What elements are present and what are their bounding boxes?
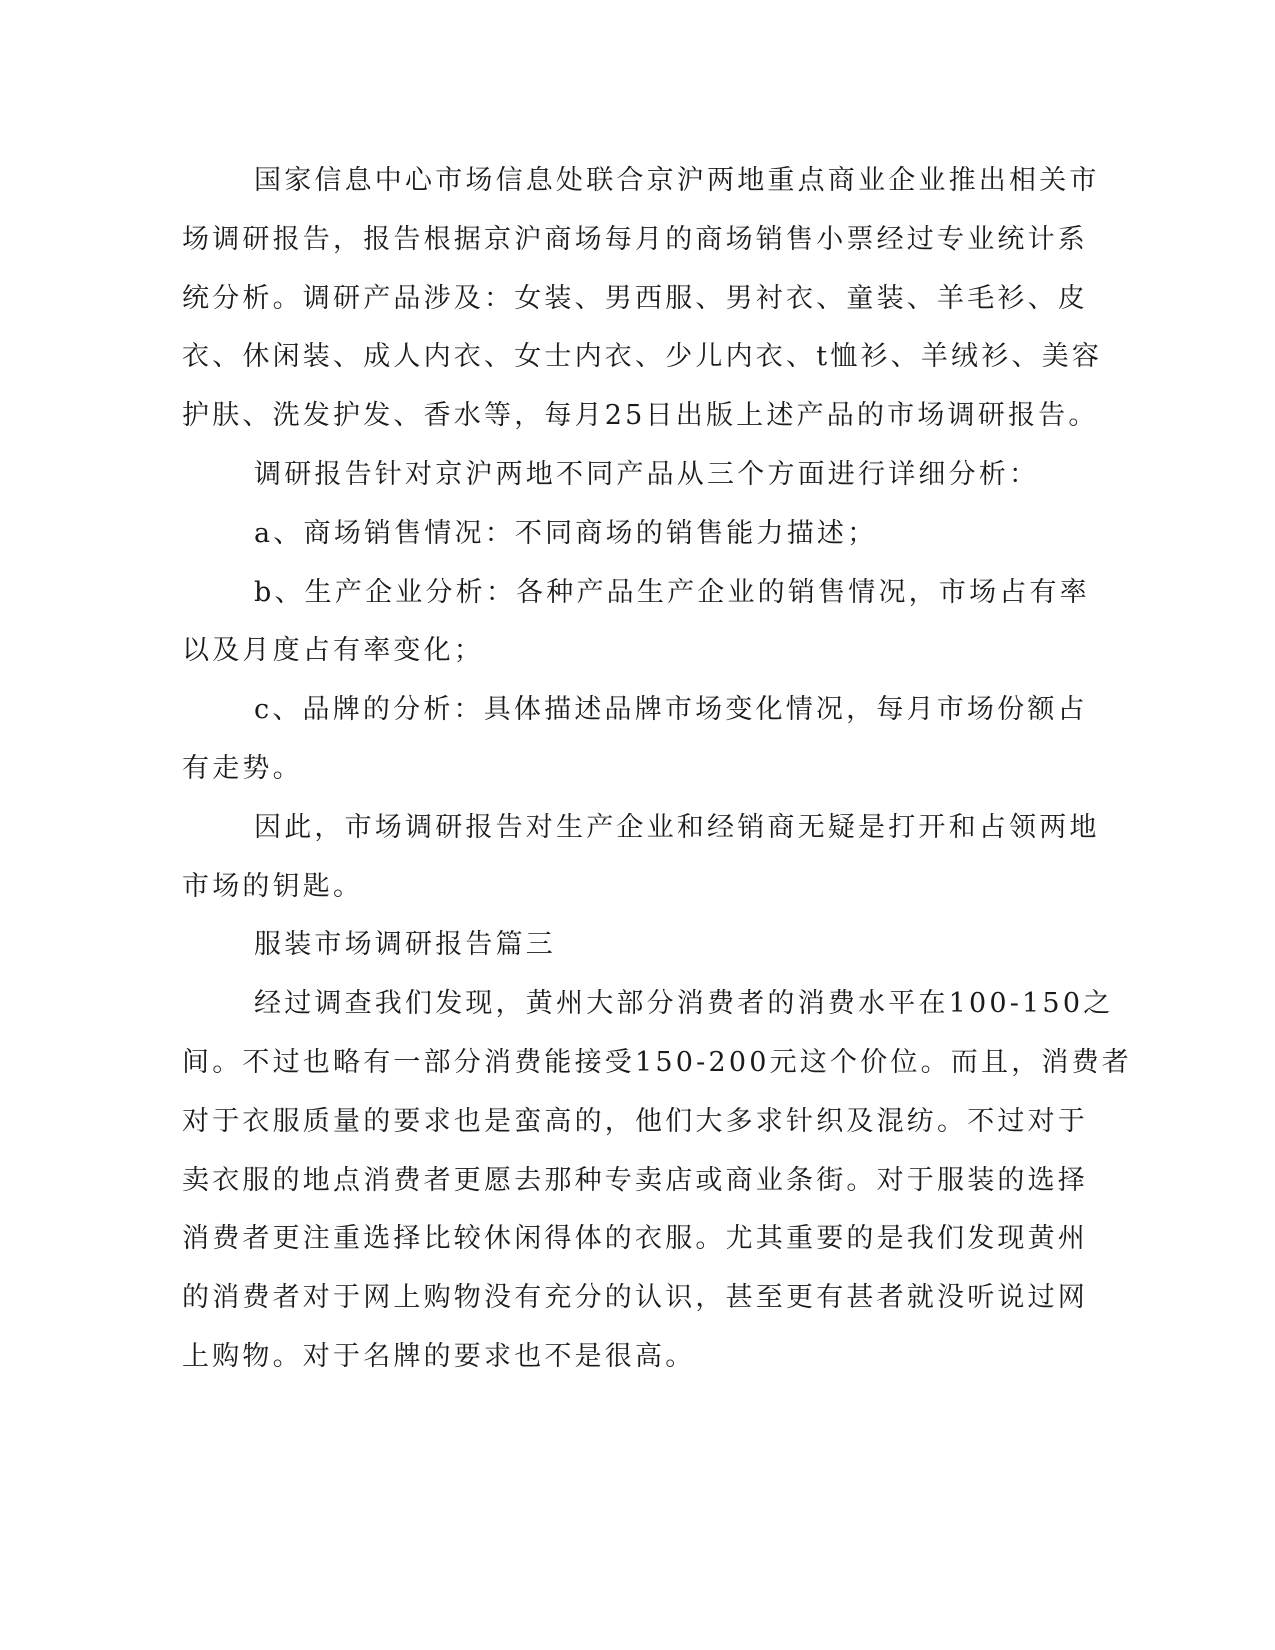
list-item-c: c、品牌的分析：具体描述品牌市场变化情况，每月市场份额占 (254, 694, 1088, 726)
text-line: 统分析。调研产品涉及：女装、男西服、男衬衣、童装、羊毛衫、皮 (182, 282, 1088, 314)
text-line: 因此，市场调研报告对生产企业和经销商无疑是打开和占领两地 (254, 811, 1100, 843)
text-line: 经过调查我们发现，黄州大部分消费者的消费水平在100-150之 (254, 988, 1114, 1020)
text-line: 护肤、洗发护发、香水等，每月25日出版上述产品的市场调研报告。 (182, 400, 1099, 432)
text-line: 场调研报告，报告根据京沪商场每月的商场销售小票经过专业统计系 (182, 223, 1088, 255)
list-item-a: a、商场销售情况：不同商场的销售能力描述； (254, 517, 878, 549)
text-line: 有走势。 (182, 752, 303, 784)
text-line: 卖衣服的地点消费者更愿去那种专卖店或商业条街。对于服装的选择 (182, 1164, 1088, 1196)
text-line: 的消费者对于网上购物没有充分的认识，甚至更有甚者就没听说过网 (182, 1282, 1088, 1314)
text-line: 国家信息中心市场信息处联合京沪两地重点商业企业推出相关市 (254, 165, 1100, 196)
text-line: 消费者更注重选择比较休闲得体的衣服。尤其重要的是我们发现黄州 (182, 1223, 1088, 1255)
document-page (182, 152, 1132, 1387)
section-heading: 服装市场调研报告篇三 (254, 929, 556, 961)
text-line: 衣、休闲装、成人内衣、女士内衣、少儿内衣、t恤衫、羊绒衫、美容 (182, 341, 1103, 373)
text-line: 调研报告针对京沪两地不同产品从三个方面进行详细分析： (254, 458, 1040, 490)
list-item-b: b、生产企业分析：各种产品生产企业的销售情况，市场占有率 (254, 576, 1090, 608)
text-line: 以及月度占有率变化； (182, 635, 484, 667)
text-line: 对于衣服质量的要求也是蛮高的，他们大多求针织及混纺。不过对于 (182, 1105, 1088, 1137)
text-line: 间。不过也略有一部分消费能接受150-200元这个价位。而且，消费者 (182, 1046, 1132, 1078)
text-line: 市场的钥匙。 (182, 870, 364, 902)
text-line: 上购物。对于名牌的要求也不是很高。 (182, 1340, 696, 1372)
